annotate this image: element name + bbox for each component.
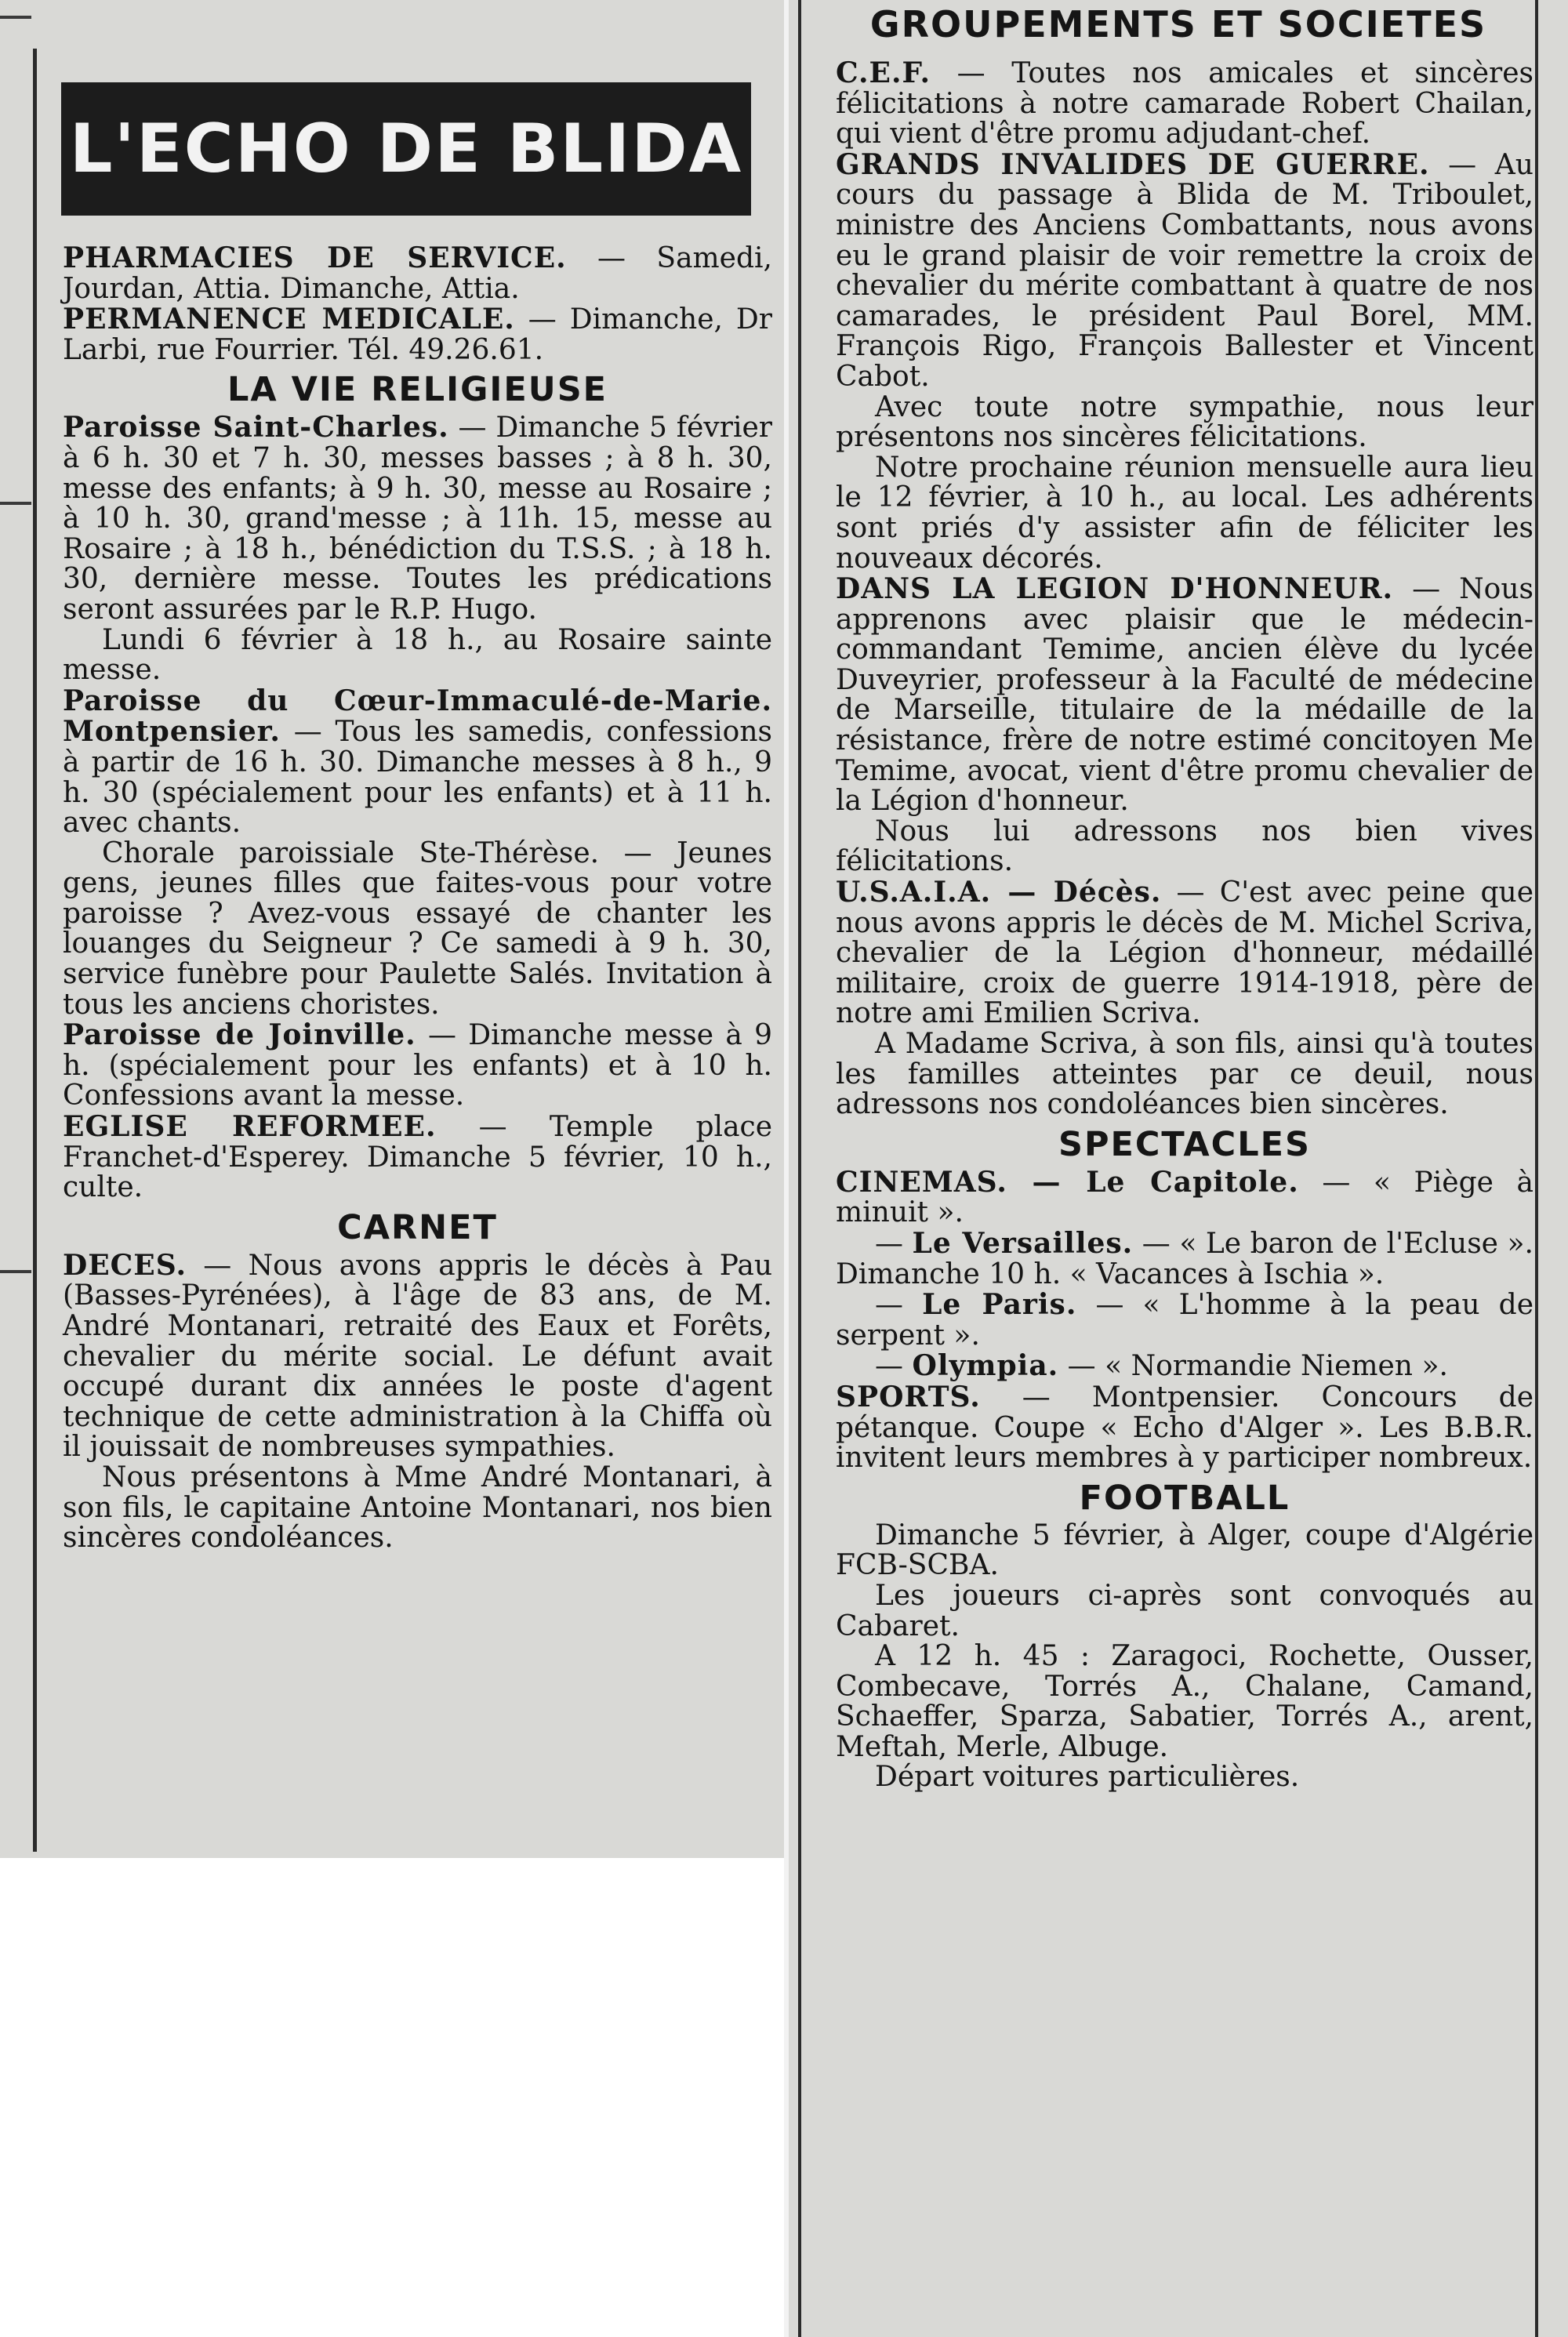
deces-text: — Nous avons appris le décès à Pau (Basses-Pyrénées), à l'âge de 83 ans, de M. André Montanari, retraité des Eaux et Forêts, chevalier du mérite social. Le défunt avait occupé durant dix années le poste d'agent technique de cette administration à la Chiffa où il jouissait de nombreuses sympathies. [63, 1249, 772, 1464]
capitole-lead: CINEMAS. — Le Capitole. [836, 1165, 1299, 1199]
paris-lead: Le Paris. [922, 1288, 1077, 1322]
sports-paragraph [836, 1382, 1534, 1474]
legion-paragraph-2: Nous lui adressons nos bien vives félicitations. [836, 815, 1534, 878]
permanence-paragraph [63, 304, 772, 365]
joinville-text: — Dimanche messe à 9 h. (spécialement pour les enfants) et à 10 h. Confessions avant la messe. [63, 1019, 773, 1112]
legion-text: — Nous apprenons avec plaisir que le médecin-commandant Temime, ancien élève du lycée Duveyrier, professeur à la Faculté de médecine de Marseille, titulaire de la médaille de la résistance, frère de notre estimé concitoyen Me Temime, avocat, vient d'être promu chevalier de la Légion d'honneur. [836, 573, 1534, 818]
left-clipping [0, 0, 784, 1858]
sports-text: — Montpensier. Concours de pétanque. Coupe « Echo d'Alger ». Les B.B.R. invitent leurs membres à y participer nombreux. [836, 1381, 1534, 1475]
invalides-lead: GRANDS INVALIDES DE GUERRE. [836, 147, 1430, 181]
football-paragraph-2: Les joueurs ci-après sont convoqués au Cabaret. [836, 1579, 1534, 1642]
invalides-paragraph-2: Avec toute notre sympathie, nous leur présentons nos sincères félicitations. [836, 390, 1534, 454]
spectacles-heading: SPECTACLES [1058, 1124, 1311, 1164]
column-rule [1535, 0, 1538, 2337]
right-column [836, 58, 1534, 1793]
right-clipping [789, 0, 1568, 2337]
paris-text: — « L'homme à la peau de serpent ». [836, 1289, 1534, 1352]
vie-religieuse-heading: LA VIE RELIGIEUSE [227, 370, 608, 410]
st-charles-lead: Paroisse Saint-Charles. [63, 411, 449, 445]
invalides-paragraph-3: Notre prochaine réunion mensuelle aura lieu le 12 février, à 10 h., au local. Les adhérents sont priés d'y assister afin de féliciter les nouveaux décorés. [836, 451, 1534, 575]
sports-lead: SPORTS. [836, 1380, 981, 1413]
legion-paragraph [836, 574, 1534, 817]
column-rule [798, 0, 801, 2337]
olympia-text: — « Normandie Niemen ». [1058, 1350, 1448, 1383]
st-charles-paragraph [63, 412, 772, 625]
usaia-text: — C'est avec peine que nous avons appris le décès de M. Michel Scriva, chevalier de la Légion d'honneur, médaillé militaire, croix de guerre 1914-1918, père de notre ami Emilien Scriva. [836, 876, 1534, 1030]
permanence-lead: PERMANENCE MEDICALE. [63, 303, 515, 336]
football-paragraph-3: A 12 h. 45 : Zaragoci, Rochette, Ousser, Combecave, Torrés A., Chalane, Camand, Schaeffer, Sparza, Sabatier, Torrés A., arent, Meftah, Merle, Albuge. [836, 1640, 1534, 1763]
margin-mark [0, 1270, 31, 1273]
cef-paragraph [836, 58, 1534, 150]
football-paragraph-4: Départ voitures particulières. [875, 1761, 1300, 1794]
football-paragraph-1: Dimanche 5 février, à Alger, coupe d'Algérie FCB-SCBA. [836, 1519, 1534, 1582]
margin-mark [0, 502, 31, 505]
paris-dash: — [875, 1289, 923, 1322]
condoleances-paragraph: Nous présentons à Mme André Montanari, à son fils, le capitaine Antoine Montanari, nos bien sincères condoléances. [63, 1461, 772, 1555]
margin-mark [0, 16, 31, 19]
versailles-paragraph [836, 1228, 1534, 1290]
paris-paragraph [836, 1290, 1534, 1351]
usaia-paragraph [836, 877, 1534, 1029]
versailles-text: — « Le baron de l'Ecluse ». Dimanche 10 h. « Vacances à Ischia ». [836, 1227, 1534, 1290]
versailles-lead: Le Versailles. [912, 1226, 1134, 1260]
pharmacies-lead: PHARMACIES DE SERVICE. [63, 241, 567, 274]
masthead: L'ECHO DE BLIDA [61, 82, 751, 216]
pharmacies-text: — Samedi, Jourdan, Attia. Dimanche, Attia. [63, 242, 772, 305]
versailles-dash: — [875, 1227, 913, 1260]
football-heading: FOOTBALL [1079, 1478, 1290, 1518]
pharmacies-paragraph [63, 243, 772, 304]
capitole-paragraph [836, 1167, 1534, 1228]
deces-paragraph [63, 1250, 772, 1463]
reformee-text: — Temple place Franchet-d'Esperey. Dimanche 5 février, 10 h., culte. [63, 1111, 772, 1204]
joinville-lead: Paroisse de Joinville. [63, 1018, 416, 1052]
invalides-paragraph [836, 147, 1534, 393]
cef-lead: C.E.F. [836, 56, 931, 89]
olympia-paragraph [836, 1351, 1534, 1382]
capitole-text: — « Piège à minuit ». [836, 1166, 1534, 1229]
olympia-lead: Olympia. [912, 1349, 1059, 1383]
usaia-lead: U.S.A.I.A. — Décès. [836, 876, 1162, 909]
coeur-paragraph [63, 686, 772, 839]
groupements-heading: GROUPEMENTS ET SOCIETES [869, 3, 1487, 45]
olympia-dash: — [875, 1350, 913, 1383]
joinville-paragraph [63, 1020, 772, 1112]
reformee-paragraph [63, 1112, 772, 1203]
cef-text: — Toutes nos amicales et sincères félicitations à notre camarade Robert Chailan, qui vient d'être promu adjudant-chef. [836, 57, 1534, 151]
carnet-heading: CARNET [337, 1207, 498, 1247]
lundi-paragraph: Lundi 6 février à 18 h., au Rosaire sainte messe. [63, 623, 772, 687]
invalides-text: — Au cours du passage à Blida de M. Triboulet, ministre des Anciens Combattants, nous avons eu le grand plaisir de voir remettre la croix de chevalier du mérite combattant à quatre de nos camarades, le président Paul Borel, MM. François Rigo, François Ballester et Vincent Cabot. [836, 148, 1534, 393]
deces-lead: DECES. [63, 1248, 187, 1282]
coeur-text: — Tous les samedis, confessions à partir de 16 h. 30. Dimanche messes à 8 h., 9 h. 30 (spécialement pour les enfants) et à 11 h. avec chants. [63, 716, 772, 840]
reformee-lead: EGLISE REFORMEE. [63, 1110, 437, 1144]
st-charles-text: — Dimanche 5 février à 6 h. 30 et 7 h. 30, messes basses ; à 8 h. 30, messe des enfants; à 9 h. 30, messe au Rosaire ; à 10 h. 30, grand'messe ; à 11h. 15, messe au Rosaire ; à 18 h., bénédiction du T.S.S. ; à 18 h. 30, dernière messe. Toutes les prédications seront assurées par le R.P. Hugo. [63, 412, 772, 626]
usaia-paragraph-2: A Madame Scriva, à son fils, ainsi qu'à toutes les familles atteintes par ce deuil, nous adressons nos condoléances bien sincères. [836, 1028, 1534, 1121]
chorale-paragraph: Chorale paroissiale Ste-Thérèse. — Jeunes gens, jeunes filles que faites-vous pour votre paroisse ? Avez-vous essayé de chanter les louanges du Seigneur ? Ce samedi à 9 h. 30, service funèbre pour Paulette Salés. Invitation à tous les anciens choristes. [63, 836, 772, 1021]
coeur-lead: Paroisse du Cœur-Immaculé-de-Marie. Montpensier. [63, 684, 772, 749]
permanence-text: — Dimanche, Dr Larbi, rue Fourrier. Tél. 49.26.61. [63, 303, 772, 366]
column-rule [33, 49, 37, 1852]
left-column [63, 243, 772, 1554]
legion-lead: DANS LA LEGION D'HONNEUR. [836, 572, 1394, 606]
